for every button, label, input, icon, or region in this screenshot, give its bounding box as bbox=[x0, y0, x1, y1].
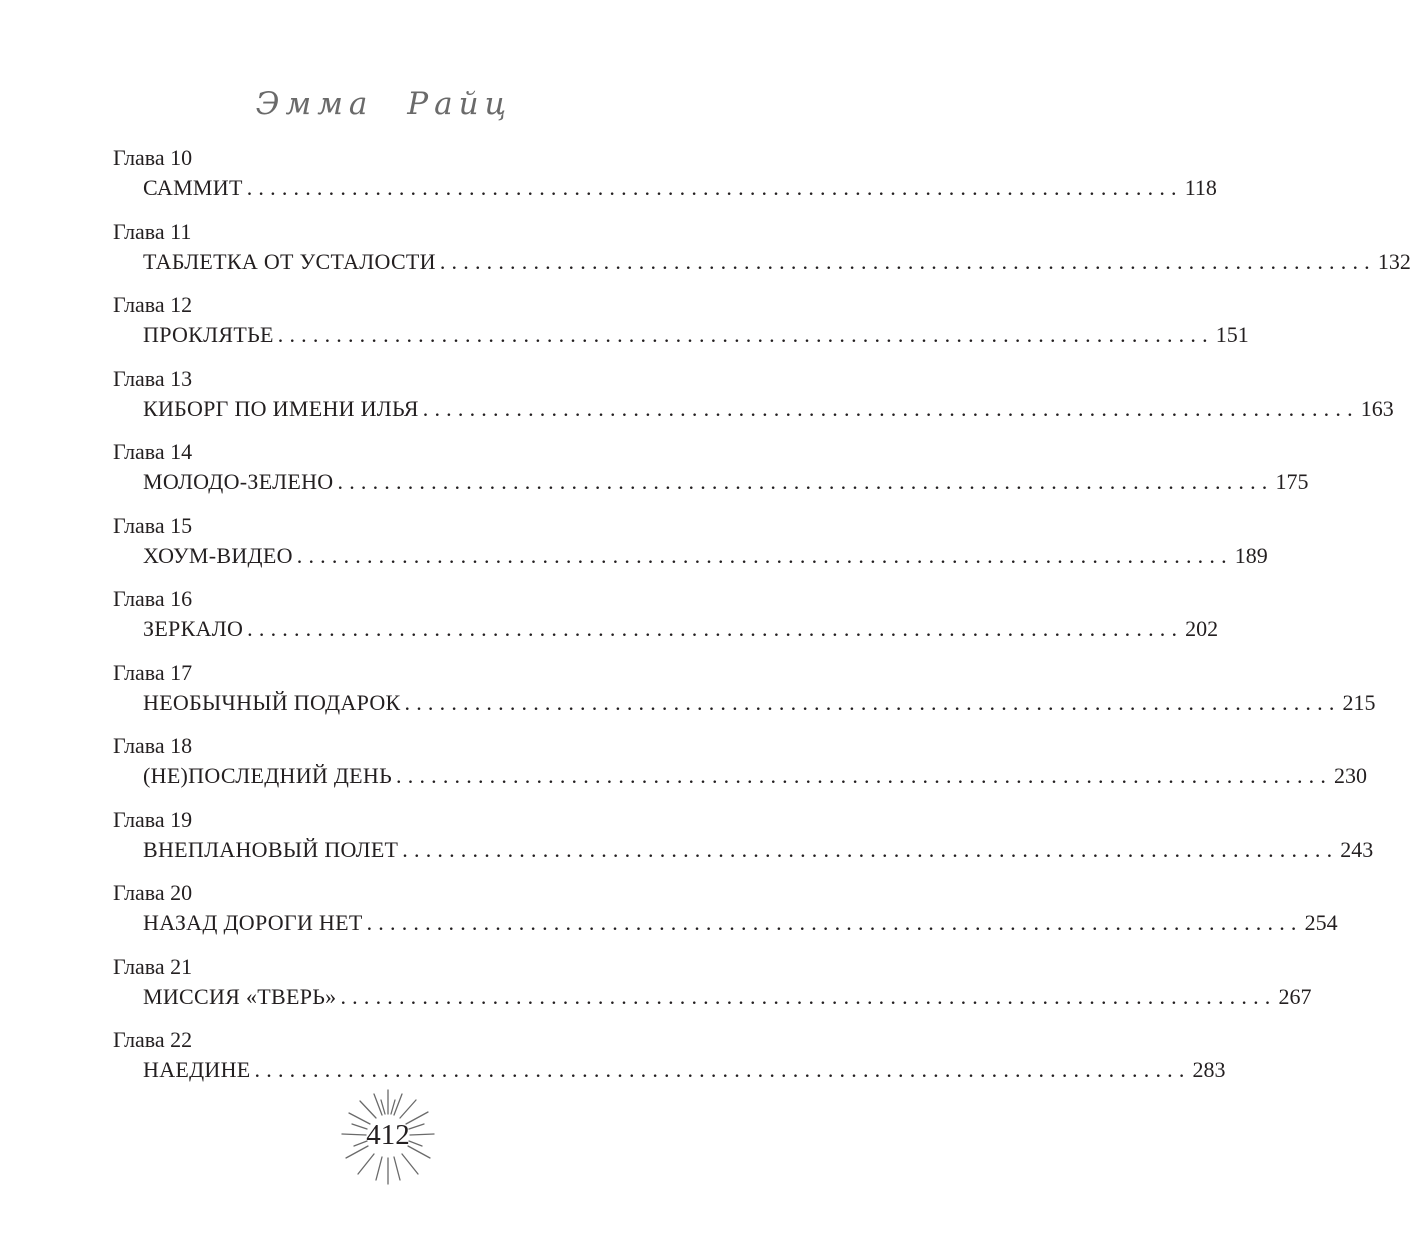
page-folio bbox=[336, 1084, 440, 1188]
chapter-line bbox=[143, 762, 1368, 790]
toc-entry-21[interactable] bbox=[113, 950, 1312, 1024]
chapter-number: Глава 13 bbox=[113, 365, 193, 391]
chapter-title: НЕОБЫЧНЫЙ ПОДАРОК bbox=[143, 689, 401, 715]
chapter-title: НАЗАД ДОРОГИ НЕТ bbox=[143, 910, 363, 935]
dot-leader: ................................................................................ bbox=[337, 469, 1274, 494]
chapter-line bbox=[143, 395, 1394, 423]
page-number: 254 bbox=[1304, 910, 1338, 935]
chapter-title: ХОУМ-ВИДЕО bbox=[143, 542, 293, 568]
toc-entry-11[interactable] bbox=[113, 215, 1411, 289]
chapter-title: ТАБЛЕТКА ОТ УСТАЛОСТИ bbox=[143, 248, 436, 274]
page-number-folio: 412 bbox=[366, 1119, 410, 1151]
chapter-number: Глава 16 bbox=[113, 586, 193, 611]
chapter-title: МИССИЯ «ТВЕРЬ» bbox=[143, 983, 337, 1009]
chapter-number: Глава 15 bbox=[113, 512, 193, 538]
dot-leader: ................................................................................ bbox=[422, 395, 1359, 421]
chapter-number: Глава 17 bbox=[113, 659, 193, 685]
chapter-number: Глава 19 bbox=[113, 806, 193, 832]
chapter-line bbox=[143, 615, 1219, 643]
toc-entry-14[interactable] bbox=[113, 435, 1309, 509]
chapter-title: ПРОКЛЯТЬЕ bbox=[143, 322, 274, 347]
chapter-title: САММИТ bbox=[143, 175, 243, 200]
table-of-contents bbox=[113, 141, 1411, 1097]
chapter-number: Глава 10 bbox=[113, 145, 193, 170]
chapter-line bbox=[143, 542, 1268, 570]
chapter-number: Глава 20 bbox=[113, 880, 193, 905]
chapter-line bbox=[143, 321, 1249, 349]
page-number: 215 bbox=[1342, 689, 1376, 715]
chapter-number: Глава 21 bbox=[113, 953, 193, 979]
chapter-line bbox=[143, 174, 1217, 202]
chapter-line bbox=[143, 836, 1374, 864]
chapter-number: Глава 14 bbox=[113, 439, 193, 464]
dot-leader: ................................................................................ bbox=[246, 175, 1183, 200]
chapter-number: Глава 12 bbox=[113, 292, 193, 317]
running-head-author: Эмма Райц bbox=[255, 86, 513, 122]
page-number: 267 bbox=[1278, 983, 1312, 1009]
page-number: 283 bbox=[1192, 1057, 1226, 1082]
toc-entry-19[interactable] bbox=[113, 803, 1374, 877]
toc-entry-20[interactable] bbox=[113, 876, 1338, 950]
chapter-number: Глава 11 bbox=[113, 218, 192, 244]
page-number: 243 bbox=[1340, 836, 1374, 862]
toc-entry-13[interactable] bbox=[113, 362, 1394, 436]
page-number: 202 bbox=[1185, 616, 1219, 641]
dot-leader: ................................................................................ bbox=[402, 836, 1339, 862]
dot-leader: ................................................................................ bbox=[254, 1057, 1191, 1082]
toc-entry-16[interactable] bbox=[113, 582, 1219, 656]
chapter-line bbox=[143, 909, 1338, 937]
dot-leader: ................................................................................ bbox=[439, 248, 1376, 274]
toc-entry-18[interactable] bbox=[113, 729, 1368, 803]
page-number: 151 bbox=[1215, 322, 1249, 347]
toc-entry-15[interactable] bbox=[113, 509, 1268, 583]
page-number: 175 bbox=[1275, 469, 1309, 494]
dot-leader: ................................................................................ bbox=[340, 983, 1277, 1009]
page-number: 163 bbox=[1360, 395, 1394, 421]
page-number: 230 bbox=[1334, 763, 1368, 788]
page-number: 118 bbox=[1184, 175, 1217, 200]
chapter-line bbox=[143, 983, 1312, 1011]
chapter-line bbox=[143, 1056, 1226, 1084]
toc-entry-17[interactable] bbox=[113, 656, 1376, 730]
chapter-number: Глава 22 bbox=[113, 1027, 193, 1052]
dot-leader: ................................................................................ bbox=[296, 542, 1233, 568]
chapter-title: ЗЕРКАЛО bbox=[143, 616, 244, 641]
chapter-title: КИБОРГ ПО ИМЕНИ ИЛЬЯ bbox=[143, 395, 419, 421]
chapter-title: МОЛОДО-ЗЕЛЕНО bbox=[143, 469, 334, 494]
dot-leader: ................................................................................ bbox=[404, 689, 1341, 715]
chapter-line bbox=[143, 689, 1376, 717]
dot-leader: ................................................................................ bbox=[247, 616, 1184, 641]
chapter-line bbox=[143, 248, 1411, 276]
page-number: 189 bbox=[1234, 542, 1268, 568]
chapter-line bbox=[143, 468, 1309, 496]
chapter-title: (НЕ)ПОСЛЕДНИЙ ДЕНЬ bbox=[143, 763, 393, 788]
page-number: 132 bbox=[1377, 248, 1411, 274]
toc-entry-12[interactable] bbox=[113, 288, 1249, 362]
dot-leader: ................................................................................ bbox=[366, 910, 1303, 935]
chapter-title: ВНЕПЛАНОВЫЙ ПОЛЕТ bbox=[143, 836, 399, 862]
dot-leader: ................................................................................ bbox=[396, 763, 1333, 788]
chapter-title: НАЕДИНЕ bbox=[143, 1057, 251, 1082]
toc-entry-10[interactable] bbox=[113, 141, 1217, 215]
dot-leader: ................................................................................ bbox=[277, 322, 1214, 347]
chapter-number: Глава 18 bbox=[113, 733, 193, 758]
